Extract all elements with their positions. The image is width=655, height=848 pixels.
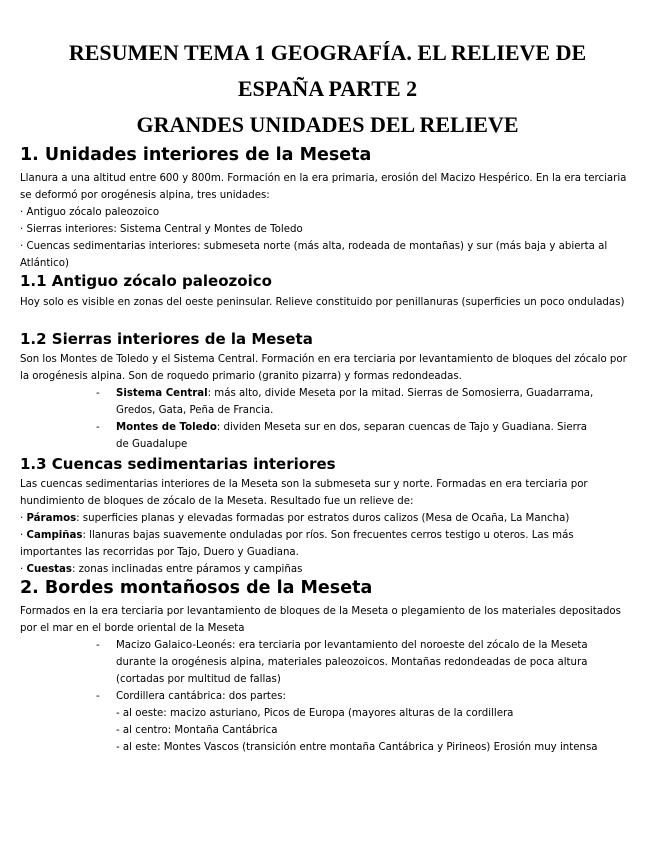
bullet-cordillera-cantabrica: Cordillera cantábrica: dos partes: [116,691,286,702]
bullet-text: : dividen Meseta sur en dos, separan cuencas de Tajo y Guadiana. Sierra de Guadalupe [116,422,588,450]
section-1-intro: Llanura a una altitud entre 600 y 800m. Formación en la era primaria, erosión del Macizo Hespérico. En la era terciaria se deformó por orogénesis alpina, tres unidades: [20,173,627,201]
bullet-dot: · [20,564,27,575]
bullet-dot: · [20,530,27,541]
paramos-text: : superficies planas y elevadas formadas por estratos duros calizos (Mesa de Ocaña, La Mancha) [76,513,570,524]
cuestas-label: Cuestas [26,564,72,575]
section-1-3-heading: 1.3 Cuencas sedimentarias interiores [20,455,336,473]
title-line-3: GRANDES UNIDADES DEL RELIEVE [136,112,519,137]
bullet-dot: · [20,513,27,524]
bullet-dash: - [96,640,100,651]
section-1-3-text: Las cuencas sedimentarias interiores de la Meseta son la submeseta sur y norte. Formadas en era terciaria por hundimiento de bloques de zócalo de la Meseta. Resultado fue un relieve de: [20,479,588,507]
section-1-2-heading: 1.2 Sierras interiores de la Meseta [20,330,313,348]
sub-item-oeste: - al oeste: macizo asturiano, Picos de Europa (mayores alturas de la cordillera [116,708,514,719]
paramos-item [20,510,569,527]
bullet-dash: - [96,422,100,433]
cuestas-item [20,561,302,578]
sub-item-este: - al este: Montes Vascos (transición entre montaña Cantábrica y Pirineos) Erosión muy intensa [116,742,598,753]
section-1-1-heading: 1.1 Antiguo zócalo paleozoico [20,272,272,290]
sub-item-centro: - al centro: Montaña Cantábrica [116,725,278,736]
bullet-dash: - [96,388,100,399]
section-1-item-1: · Antiguo zócalo paleozoico [20,207,160,218]
bullet-dash: - [96,691,100,702]
paramos-label: Páramos [26,513,77,524]
campinas-item [20,527,635,561]
section-2-text: Formados en la era terciaria por levantamiento de bloques de la Meseta o plegamiento de los materiales depositados por el mar en el borde oriental de la Meseta [20,606,621,634]
section-1-item-2: · Sierras interiores: Sistema Central y Montes de Toledo [20,224,303,235]
section-2-heading: 2. Bordes montañosos de la Meseta [20,578,373,598]
campinas-text: : llanuras bajas suavemente onduladas por ríos. Son frecuentes cerros testigo u oteros. Las más importantes las recorridas por Tajo, Duero y Guadiana. [20,530,574,558]
bullet-label: Sistema Central [116,388,208,399]
bullet-macizo-galaico: Macizo Galaico-Leonés: era terciaria por levantamiento del noroeste del zócalo de la Meseta durante la orogénesis alpina, materiales paleozoicos. Montañas redondeadas de poca altura (cortadas por multitud de fallas) [116,640,588,685]
section-1-heading: 1. Unidades interiores de la Meseta [20,145,372,165]
bullet-text: : más alto, divide Meseta por la mitad. Sierras de Somosierra, Guadarrama, Gredos, Gata, Peña de Francia. [116,388,594,416]
section-1-1-text: Hoy solo es visible en zonas del oeste peninsular. Relieve constituido por penillanuras (superficies un poco onduladas) [20,297,625,308]
campinas-label: Campiñas [26,530,83,541]
bullet-sistema-central [116,385,596,419]
section-1-2-text: Son los Montes de Toledo y el Sistema Central. Formación en era terciaria por levantamiento de bloques del zócalo por la orogénesis alpina. Son de roquedo primario (granito pizarra) y formas redondeadas. [20,354,627,382]
cuestas-text: : zonas inclinadas entre páramos y campiñas [72,564,303,575]
bullet-label: Montes de Toledo [116,422,217,433]
title-line-1: RESUMEN TEMA 1 GEOGRAFÍA. EL RELIEVE DE [68,40,587,65]
title-line-2: ESPAÑA PARTE 2 [237,76,418,101]
section-1-item-3: · Cuencas sedimentarias interiores: submeseta norte (más alta, rodeada de montañas) y sur (más baja y abierta al Atlántico) [20,241,608,269]
bullet-montes-de-toledo [116,419,596,453]
